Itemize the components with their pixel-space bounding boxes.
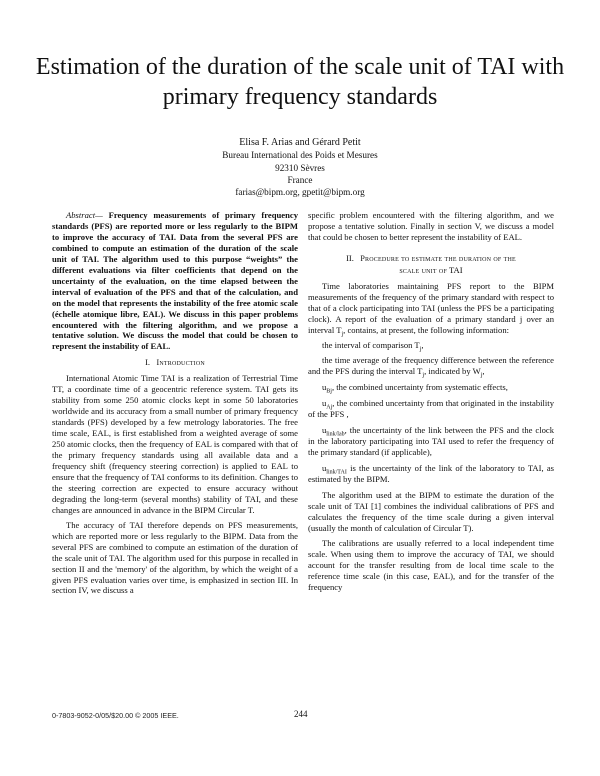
section-1-paragraph-1: International Atomic Time TAI is a realization of Terrestrial Time TT, a coordinate time of a geocentric reference system. TAI gets its stability from some 250 atomic clocks kept in some 50 laboratories worldwide and its accuracy from a small number of primary frequency standards (PFS) developed by a few metrology laboratories. The free time scale, EAL, is first established from a weighted average of some 250 atomic clocks, then the frequency of EAL is compared with that of the primary frequency standards using all available data and a frequency shift (frequency steering correction) is applied to EAL to ensure that the frequency of TAI conforms to its definition. Changes to the steering correction are expected to ensure accuracy without degrading the long-term (several months) stability of TAI, and these changes are announced in advance in the BIPM Circular T. xyxy=(52,373,298,515)
abstract xyxy=(52,210,298,352)
abstract-text: Frequency measurements of primary frequency standards (PFS) are reported more or less regularly to the BIPM to improve the accuracy of TAI. Data from the several PFS are combined to compute an estimation of the duration of the scale unit of TAI. The algorithm used to this purpose “weights” the different evaluations via filter coefficients that depend on the uncertainty of the evaluation, on the time elapsed between the interval of evaluation of the PFS and that of the calculation, and on the model that represents the instability of the free atomic scale (échelle atomique libre, EAL). We discuss in this paper problems encountered with the filtering algorithm, and we propose a tentative solution. We discuss the model that could be chosen to represent the instability of EAL. xyxy=(52,210,298,352)
section-2-title-line-1: Procedure to estimate the duration of the xyxy=(360,253,516,263)
text-run: u xyxy=(322,398,327,409)
text-run: , xyxy=(421,339,424,350)
section-1-title: Introduction xyxy=(156,358,205,368)
intro-continuation: specific problem encountered with the filtering algorithm, and we propose a tentative solution. Finally in section V, we discuss a model that could be chosen to better represent the instability of EAL. xyxy=(308,210,554,242)
subscript: j xyxy=(480,373,483,380)
list-item xyxy=(308,340,554,351)
subscript: j xyxy=(341,331,344,338)
title-line-1: Estimation of the duration of the scale unit of TAI with xyxy=(35,54,565,80)
text-run: , xyxy=(482,366,485,377)
section-2-paragraph-3: The calibrations are usually referred to a local independent time scale. When using them to improve the accuracy of TAI, we should account for the transfer resulting from de local time scale to the reference time scale (in this case, EAL), and for the transfer of the frequency xyxy=(308,537,554,592)
list-item xyxy=(308,382,554,396)
section-2-paragraph-2: The algorithm used at the BIPM to estimate the duration of the scale unit of TAI [1] combines the individual calibrations of PFS and calculates the frequency of the time scale during a given interval (usually the month of calculation of Circular T). xyxy=(308,490,554,533)
author-names: Elisa F. Arias and Gérard Petit xyxy=(239,137,361,148)
text-run: , indicated by W xyxy=(424,366,481,377)
section-2-paragraph-1 xyxy=(308,281,554,336)
text-run: , the combined uncertainty from that originated in the instability of the PFS , xyxy=(308,398,554,420)
text-run: u xyxy=(322,425,327,436)
paper-title xyxy=(20,52,580,112)
title-line-2: primary frequency standards xyxy=(162,84,438,110)
text-run: , the combined uncertainty from systematic effects, xyxy=(331,382,508,393)
text-run: the interval of comparison T xyxy=(322,339,420,350)
subscript: j xyxy=(422,373,425,380)
right-column xyxy=(308,210,554,597)
text-run: u xyxy=(322,463,327,474)
section-2-heading xyxy=(308,253,554,277)
section-2-number: II. xyxy=(346,252,354,263)
text-run: , the uncertainty of the link between the PFS and the clock in the laboratory participating into TAI used to refer the frequency of the primary standard (if applicable), xyxy=(308,425,554,458)
list-item xyxy=(308,425,554,458)
section-2-title-tai: TAI xyxy=(448,264,463,275)
subscript: link/TAI xyxy=(326,469,347,476)
section-1-paragraph-2: The accuracy of TAI therefore depends on PFS measurements, which are reported more or less regularly to the BIPM. Data from the several PFS are combined to compute an estimation of the duration of the scale unit of TAI. The algorithm used for this purpose in recalled in section II and the 'memory' of the algorithm, by which the weight of a given PFS evaluation varies over time, is emphasized in section III. In section IV, we discuss a xyxy=(52,519,298,596)
section-1-heading xyxy=(52,357,298,369)
section-2-title-line-2: scale unit of xyxy=(399,265,447,275)
author-country: France xyxy=(287,174,313,185)
author-emails: farias@bipm.org, gpetit@bipm.org xyxy=(235,187,365,198)
list-item xyxy=(308,463,554,485)
list-item xyxy=(308,398,554,420)
author-block xyxy=(100,137,500,198)
subscript: link/lab xyxy=(326,431,345,438)
text-run: u xyxy=(322,382,327,393)
list-item xyxy=(308,355,554,380)
text-run: the time average of the frequency difference between the reference and the PFS during the interval T xyxy=(308,355,554,377)
subscript: Bj xyxy=(326,389,332,396)
left-column xyxy=(52,210,298,600)
text-run: , contains, at present, the following information: xyxy=(343,324,510,335)
text-run: is the uncertainty of the link of the laboratory to TAI, as estimated by the BIPM. xyxy=(308,463,554,485)
abstract-lead: Abstract— xyxy=(66,210,103,220)
text-run: Time laboratories maintaining PFS report to the BIPM measurements of the frequency of the primary standard with respect to that of a clock participating into TAI (unless the PFS be a participating clock). A report of the evaluation of a primary standard j over an interval T xyxy=(308,280,554,335)
section-1-number: I. xyxy=(145,357,151,368)
author-affiliation: Bureau International des Poids et Mesures xyxy=(222,150,378,161)
page-number: 244 xyxy=(294,709,308,719)
subscript: j xyxy=(419,346,422,353)
subscript: Aj xyxy=(326,405,333,412)
copyright-footer: 0-7803-9052-0/05/$20.00 © 2005 IEEE. xyxy=(52,711,179,720)
author-postcode: 92310 Sèvres xyxy=(275,162,325,173)
